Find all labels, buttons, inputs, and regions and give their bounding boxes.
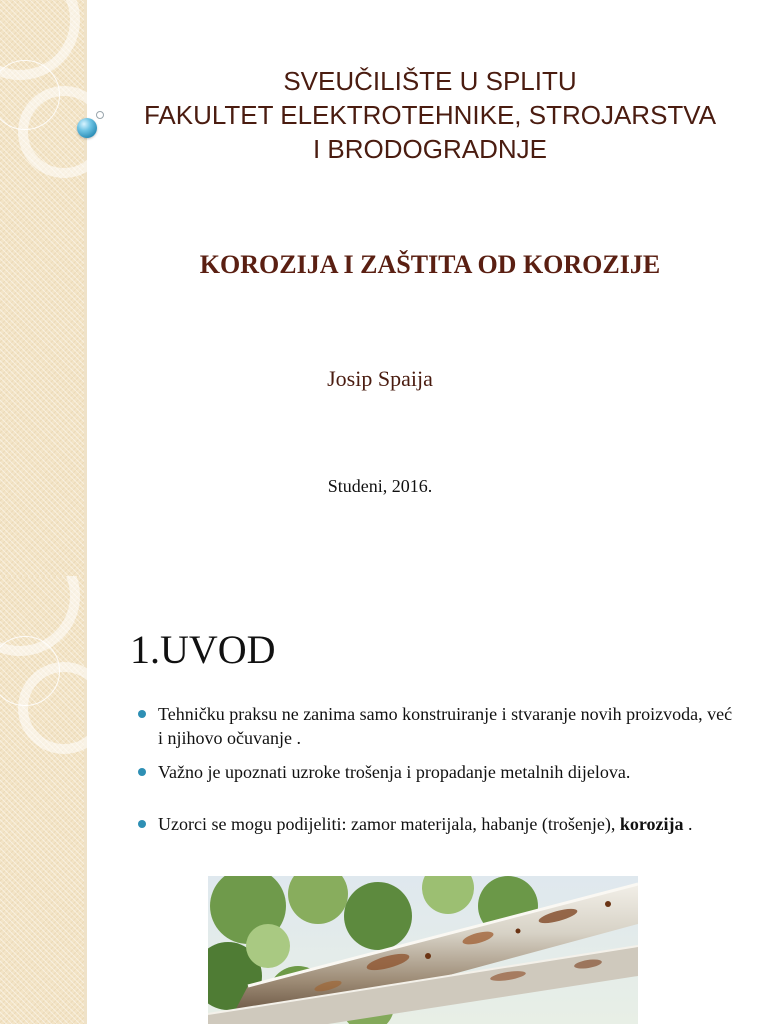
bullet-bold-term: korozija bbox=[619, 814, 684, 834]
bullet-list bbox=[138, 702, 738, 846]
bullet-dot-icon bbox=[138, 820, 146, 828]
faculty-line-1: FAKULTET ELEKTROTEHNIKE, STROJARSTVA bbox=[143, 100, 717, 130]
bullet-text: Uzorci se mogu podijeliti: zamor materijala, habanje (trošenje), bbox=[158, 814, 620, 834]
bullet-text: Tehničku praksu ne zanima samo konstruiranje i stvaranje novih proizvoda, već i njihovo očuvanje . bbox=[158, 704, 733, 748]
presentation-date: Studeni, 2016. bbox=[327, 476, 433, 496]
bullet-item bbox=[138, 760, 738, 784]
slide-title: 1.UVOD bbox=[130, 627, 276, 672]
intro-slide bbox=[0, 576, 768, 1024]
band-edge bbox=[84, 0, 87, 576]
presentation-title: KOROZIJA I ZAŠTITA OD KOROZIJE bbox=[199, 250, 661, 279]
corroded-pipe-illustration bbox=[208, 876, 638, 1024]
bullet-dot-icon bbox=[138, 710, 146, 718]
bullet-item bbox=[138, 812, 738, 836]
bullet-dot-icon bbox=[138, 768, 146, 776]
bullet-text: Važno je upoznati uzroke trošenja i propadanje metalnih dijelova. bbox=[158, 762, 631, 782]
blue-orb-icon bbox=[77, 118, 97, 138]
university-name: SVEUČILIŠTE U SPLITU bbox=[283, 66, 577, 96]
bullet-tail: . bbox=[683, 814, 693, 834]
university-header bbox=[100, 64, 760, 166]
author-name: Josip Spaija bbox=[327, 366, 433, 391]
faculty-line-2: I BRODOGRADNJE bbox=[312, 134, 548, 164]
corroded-pipe-photo bbox=[208, 876, 638, 1024]
band-edge bbox=[84, 576, 87, 1024]
bullet-item bbox=[138, 702, 738, 750]
